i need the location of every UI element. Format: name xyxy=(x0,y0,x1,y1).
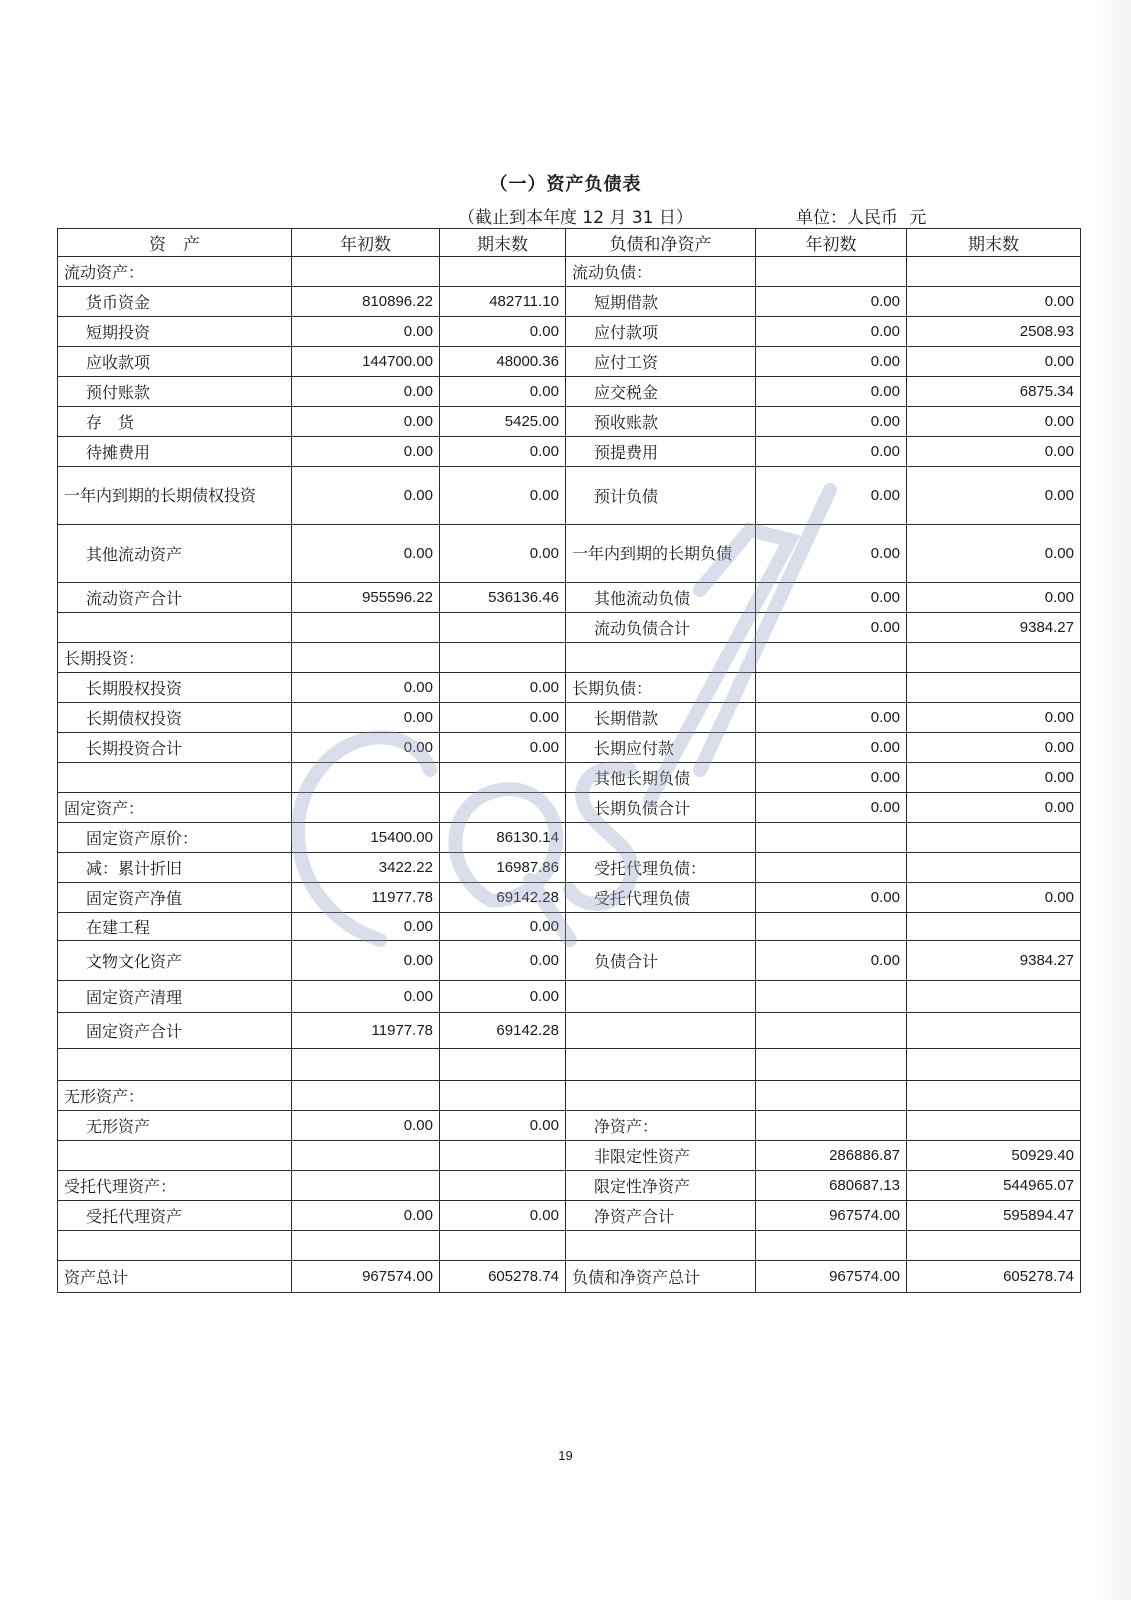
table-row xyxy=(58,883,1081,913)
liability-item-label xyxy=(566,823,756,853)
liability-end-value: 0.00 xyxy=(907,467,1081,525)
table-row xyxy=(58,257,1081,287)
table-row xyxy=(58,317,1081,347)
asset-begin-value: 0.00 xyxy=(292,317,440,347)
liability-begin-value: 0.00 xyxy=(756,883,907,913)
liability-end-value: 0.00 xyxy=(907,733,1081,763)
asset-begin-value: 955596.22 xyxy=(292,583,440,613)
liability-begin-value xyxy=(756,1049,907,1081)
unit-currency: 元 xyxy=(909,208,927,228)
liability-begin-value: 0.00 xyxy=(756,437,907,467)
table-row xyxy=(58,1049,1081,1081)
asset-end-value: 0.00 xyxy=(440,733,566,763)
asset-item-label: 应收款项 xyxy=(58,347,292,377)
asset-item-label: 待摊费用 xyxy=(58,437,292,467)
table-row xyxy=(58,1141,1081,1171)
liability-item-label: 应付工资 xyxy=(566,347,756,377)
liability-item-label: 净资产合计 xyxy=(566,1201,756,1231)
liability-end-value: 9384.27 xyxy=(907,613,1081,643)
currency-unit xyxy=(796,203,932,228)
asset-end-value: 0.00 xyxy=(440,981,566,1013)
asset-item-label: 流动资产： xyxy=(58,257,292,287)
asset-end-value: 605278.74 xyxy=(440,1261,566,1293)
asset-item-label xyxy=(58,613,292,643)
liability-item-label: 净资产： xyxy=(566,1111,756,1141)
liability-begin-value: 0.00 xyxy=(756,733,907,763)
asset-begin-value xyxy=(292,1231,440,1261)
asset-end-value: 86130.14 xyxy=(440,823,566,853)
table-row xyxy=(58,1081,1081,1111)
liability-begin-value xyxy=(756,673,907,703)
liability-item-label: 负债合计 xyxy=(566,941,756,981)
liability-item-label xyxy=(566,643,756,673)
liability-item-label: 受托代理负债： xyxy=(566,853,756,883)
asset-begin-value xyxy=(292,1081,440,1111)
liability-begin-value xyxy=(756,643,907,673)
table-row xyxy=(58,793,1081,823)
asset-begin-value: 0.00 xyxy=(292,437,440,467)
liability-begin-value: 967574.00 xyxy=(756,1261,907,1293)
asset-item-label: 固定资产清理 xyxy=(58,981,292,1013)
asset-begin-value: 0.00 xyxy=(292,377,440,407)
liability-item-label xyxy=(566,1231,756,1261)
asset-item-label: 固定资产合计 xyxy=(58,1013,292,1049)
asset-begin-value: 0.00 xyxy=(292,981,440,1013)
liability-item-label: 负债和净资产总计 xyxy=(566,1261,756,1293)
asset-begin-value: 967574.00 xyxy=(292,1261,440,1293)
table-row xyxy=(58,733,1081,763)
asset-item-label: 短期投资 xyxy=(58,317,292,347)
asset-end-value: 0.00 xyxy=(440,941,566,981)
liability-end-value: 9384.27 xyxy=(907,941,1081,981)
asset-end-value xyxy=(440,613,566,643)
table-row xyxy=(58,1201,1081,1231)
liability-begin-value: 0.00 xyxy=(756,525,907,583)
asset-end-value: 0.00 xyxy=(440,1111,566,1141)
table-row xyxy=(58,1171,1081,1201)
liability-end-value: 0.00 xyxy=(907,883,1081,913)
asset-begin-value xyxy=(292,1049,440,1081)
asset-begin-value xyxy=(292,257,440,287)
asset-end-value: 0.00 xyxy=(440,317,566,347)
table-row xyxy=(58,673,1081,703)
liability-end-value xyxy=(907,913,1081,941)
asset-end-value: 0.00 xyxy=(440,467,566,525)
liability-item-label xyxy=(566,981,756,1013)
asset-end-value: 0.00 xyxy=(440,703,566,733)
table-header-row xyxy=(58,229,1081,257)
asset-end-value: 5425.00 xyxy=(440,407,566,437)
asset-item-label: 长期投资合计 xyxy=(58,733,292,763)
liability-end-value xyxy=(907,853,1081,883)
liability-end-value: 0.00 xyxy=(907,287,1081,317)
liability-begin-value: 0.00 xyxy=(756,613,907,643)
asset-end-value xyxy=(440,1141,566,1171)
asset-item-label: 固定资产： xyxy=(58,793,292,823)
asset-item-label: 受托代理资产 xyxy=(58,1201,292,1231)
asset-item-label: 预付账款 xyxy=(58,377,292,407)
liability-end-value: 0.00 xyxy=(907,763,1081,793)
liability-item-label: 长期负债合计 xyxy=(566,793,756,823)
header-liabilities-begin: 年初数 xyxy=(756,229,907,257)
asset-begin-value: 0.00 xyxy=(292,1111,440,1141)
liability-end-value xyxy=(907,643,1081,673)
asset-begin-value: 0.00 xyxy=(292,703,440,733)
liability-end-value: 2508.93 xyxy=(907,317,1081,347)
asset-begin-value: 15400.00 xyxy=(292,823,440,853)
liability-end-value: 0.00 xyxy=(907,703,1081,733)
asset-end-value: 482711.10 xyxy=(440,287,566,317)
table-row xyxy=(58,1261,1081,1293)
liability-end-value: 595894.47 xyxy=(907,1201,1081,1231)
page-edge-shadow xyxy=(1091,0,1131,1600)
asset-item-label: 固定资产原价： xyxy=(58,823,292,853)
liability-item-label xyxy=(566,1013,756,1049)
liability-item-label: 预收账款 xyxy=(566,407,756,437)
liability-begin-value xyxy=(756,1111,907,1141)
table-row xyxy=(58,583,1081,613)
liability-begin-value: 967574.00 xyxy=(756,1201,907,1231)
liability-end-value: 544965.07 xyxy=(907,1171,1081,1201)
liability-item-label: 长期借款 xyxy=(566,703,756,733)
liability-end-value: 605278.74 xyxy=(907,1261,1081,1293)
asset-end-value xyxy=(440,763,566,793)
asset-begin-value xyxy=(292,793,440,823)
liability-item-label: 预提费用 xyxy=(566,437,756,467)
asset-begin-value: 11977.78 xyxy=(292,883,440,913)
asset-end-value xyxy=(440,1171,566,1201)
asset-item-label: 一年内到期的长期债权投资 xyxy=(58,467,292,525)
liability-item-label: 其他流动负债 xyxy=(566,583,756,613)
table-row xyxy=(58,913,1081,941)
asset-end-value: 0.00 xyxy=(440,377,566,407)
table-row xyxy=(58,853,1081,883)
liability-begin-value xyxy=(756,981,907,1013)
liability-begin-value xyxy=(756,1231,907,1261)
asset-end-value: 69142.28 xyxy=(440,883,566,913)
liability-end-value: 0.00 xyxy=(907,407,1081,437)
header-assets-end: 期末数 xyxy=(440,229,566,257)
liability-begin-value: 0.00 xyxy=(756,763,907,793)
liability-end-value xyxy=(907,823,1081,853)
liability-end-value xyxy=(907,1111,1081,1141)
asset-begin-value: 144700.00 xyxy=(292,347,440,377)
table-row xyxy=(58,525,1081,583)
liability-end-value xyxy=(907,257,1081,287)
asset-begin-value: 0.00 xyxy=(292,673,440,703)
asset-item-label: 减：累计折旧 xyxy=(58,853,292,883)
liability-end-value: 0.00 xyxy=(907,437,1081,467)
asset-end-value: 0.00 xyxy=(440,673,566,703)
liability-begin-value: 680687.13 xyxy=(756,1171,907,1201)
table-row xyxy=(58,437,1081,467)
asset-item-label: 其他流动资产 xyxy=(58,525,292,583)
asset-item-label: 文物文化资产 xyxy=(58,941,292,981)
asset-item-label xyxy=(58,763,292,793)
table-row xyxy=(58,613,1081,643)
asset-begin-value xyxy=(292,643,440,673)
liability-begin-value: 0.00 xyxy=(756,377,907,407)
unit-label: 单位：人民币 xyxy=(796,208,898,228)
liability-begin-value xyxy=(756,823,907,853)
liability-begin-value xyxy=(756,257,907,287)
table-row xyxy=(58,941,1081,981)
liability-item-label: 流动负债： xyxy=(566,257,756,287)
liability-item-label: 长期负债： xyxy=(566,673,756,703)
liability-begin-value: 0.00 xyxy=(756,703,907,733)
asset-item-label: 受托代理资产： xyxy=(58,1171,292,1201)
liability-begin-value: 0.00 xyxy=(756,347,907,377)
asset-end-value: 536136.46 xyxy=(440,583,566,613)
asset-end-value: 16987.86 xyxy=(440,853,566,883)
liability-end-value xyxy=(907,1081,1081,1111)
table-row xyxy=(58,763,1081,793)
asset-item-label: 长期股权投资 xyxy=(58,673,292,703)
liability-begin-value: 0.00 xyxy=(756,583,907,613)
asset-end-value: 69142.28 xyxy=(440,1013,566,1049)
document-subtitle: （截止到本年度 12 月 31 日） xyxy=(458,208,693,228)
asset-item-label: 无形资产： xyxy=(58,1081,292,1111)
liability-begin-value xyxy=(756,1081,907,1111)
liability-begin-value: 0.00 xyxy=(756,941,907,981)
asset-end-value: 0.00 xyxy=(440,525,566,583)
liability-end-value xyxy=(907,1049,1081,1081)
asset-item-label xyxy=(58,1141,292,1171)
asset-begin-value: 0.00 xyxy=(292,467,440,525)
asset-begin-value: 810896.22 xyxy=(292,287,440,317)
liability-item-label: 长期应付款 xyxy=(566,733,756,763)
liability-item-label: 限定性净资产 xyxy=(566,1171,756,1201)
liability-begin-value xyxy=(756,1013,907,1049)
asset-item-label: 流动资产合计 xyxy=(58,583,292,613)
asset-begin-value: 3422.22 xyxy=(292,853,440,883)
table-row xyxy=(58,981,1081,1013)
table-row xyxy=(58,823,1081,853)
liability-item-label: 预计负债 xyxy=(566,467,756,525)
liability-end-value: 0.00 xyxy=(907,793,1081,823)
liability-end-value: 50929.40 xyxy=(907,1141,1081,1171)
balance-sheet-table xyxy=(57,228,1081,1293)
liability-item-label xyxy=(566,913,756,941)
liability-item-label: 一年内到期的长期负债 xyxy=(566,525,756,583)
asset-begin-value xyxy=(292,613,440,643)
asset-item-label: 长期投资： xyxy=(58,643,292,673)
asset-begin-value xyxy=(292,1141,440,1171)
liability-end-value xyxy=(907,981,1081,1013)
asset-begin-value: 0.00 xyxy=(292,525,440,583)
asset-begin-value: 0.00 xyxy=(292,407,440,437)
liability-end-value: 0.00 xyxy=(907,347,1081,377)
table-row xyxy=(58,643,1081,673)
asset-end-value: 48000.36 xyxy=(440,347,566,377)
liability-begin-value: 0.00 xyxy=(756,317,907,347)
asset-item-label: 存 货 xyxy=(58,407,292,437)
liability-item-label: 短期借款 xyxy=(566,287,756,317)
header-assets: 资 产 xyxy=(58,229,292,257)
liability-item-label: 其他长期负债 xyxy=(566,763,756,793)
asset-item-label xyxy=(58,1231,292,1261)
header-liabilities: 负债和净资产 xyxy=(566,229,756,257)
liability-item-label: 流动负债合计 xyxy=(566,613,756,643)
asset-item-label: 长期债权投资 xyxy=(58,703,292,733)
liability-end-value: 0.00 xyxy=(907,583,1081,613)
liability-end-value: 0.00 xyxy=(907,525,1081,583)
liability-end-value xyxy=(907,673,1081,703)
asset-end-value xyxy=(440,1049,566,1081)
liability-item-label: 受托代理负债 xyxy=(566,883,756,913)
header-assets-begin: 年初数 xyxy=(292,229,440,257)
table-row xyxy=(58,377,1081,407)
header-liabilities-end: 期末数 xyxy=(907,229,1081,257)
asset-item-label xyxy=(58,1049,292,1081)
asset-end-value xyxy=(440,793,566,823)
liability-begin-value: 0.00 xyxy=(756,793,907,823)
liability-begin-value: 0.00 xyxy=(756,467,907,525)
asset-end-value xyxy=(440,257,566,287)
liability-begin-value: 0.00 xyxy=(756,407,907,437)
asset-end-value: 0.00 xyxy=(440,437,566,467)
table-row xyxy=(58,467,1081,525)
liability-begin-value xyxy=(756,913,907,941)
page-number: 19 xyxy=(558,1448,573,1463)
liability-item-label: 应付款项 xyxy=(566,317,756,347)
document-title: （一）资产负债表 xyxy=(489,174,642,195)
liability-item-label: 非限定性资产 xyxy=(566,1141,756,1171)
table-row xyxy=(58,347,1081,377)
asset-begin-value: 0.00 xyxy=(292,941,440,981)
table-row xyxy=(58,407,1081,437)
asset-begin-value: 0.00 xyxy=(292,913,440,941)
asset-item-label: 资产总计 xyxy=(58,1261,292,1293)
asset-item-label: 无形资产 xyxy=(58,1111,292,1141)
liability-end-value xyxy=(907,1231,1081,1261)
asset-end-value xyxy=(440,1081,566,1111)
liability-begin-value: 0.00 xyxy=(756,287,907,317)
liability-item-label xyxy=(566,1081,756,1111)
liability-begin-value xyxy=(756,853,907,883)
asset-item-label: 在建工程 xyxy=(58,913,292,941)
liability-begin-value: 286886.87 xyxy=(756,1141,907,1171)
liability-end-value xyxy=(907,1013,1081,1049)
liability-item-label: 应交税金 xyxy=(566,377,756,407)
asset-item-label: 货币资金 xyxy=(58,287,292,317)
liability-item-label xyxy=(566,1049,756,1081)
table-row xyxy=(58,703,1081,733)
asset-end-value xyxy=(440,1231,566,1261)
asset-begin-value: 0.00 xyxy=(292,1201,440,1231)
table-row xyxy=(58,1231,1081,1261)
asset-end-value: 0.00 xyxy=(440,913,566,941)
table-row xyxy=(58,1013,1081,1049)
asset-begin-value: 11977.78 xyxy=(292,1013,440,1049)
asset-begin-value: 0.00 xyxy=(292,733,440,763)
table-row xyxy=(58,1111,1081,1141)
asset-begin-value xyxy=(292,763,440,793)
asset-begin-value xyxy=(292,1171,440,1201)
liability-end-value: 6875.34 xyxy=(907,377,1081,407)
asset-end-value xyxy=(440,643,566,673)
asset-item-label: 固定资产净值 xyxy=(58,883,292,913)
asset-end-value: 0.00 xyxy=(440,1201,566,1231)
table-row xyxy=(58,287,1081,317)
